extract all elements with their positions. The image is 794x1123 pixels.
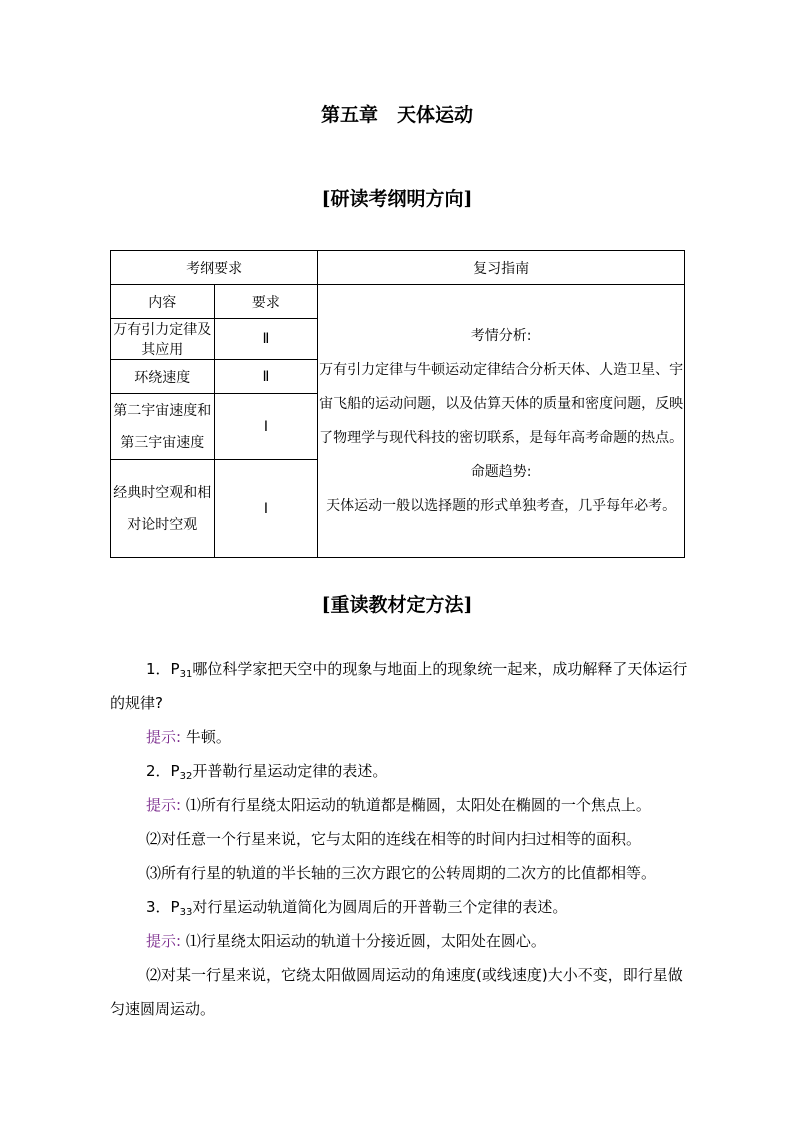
- hint-text: ⑴行星绕太阳运动的轨道十分接近圆，太阳处在圆心。: [185, 932, 546, 950]
- hint-1: [110, 720, 690, 754]
- syllabus-table: [110, 250, 685, 558]
- section-heading-outline: [研读考纲明方向]: [321, 188, 473, 210]
- hint-text: ⑴所有行星绕太阳运动的轨道都是椭圆，太阳处在椭圆的一个焦点上。: [185, 796, 651, 814]
- table-row-level: Ⅰ: [214, 394, 318, 460]
- question-1: [110, 652, 690, 720]
- question-text: 哪位科学家把天空中的现象与地面上的现象统一起来，成功解释了天体运行的规律?: [110, 660, 688, 712]
- question-2: [110, 754, 690, 788]
- guide-cell: [318, 285, 685, 558]
- page-ref: P: [170, 762, 180, 780]
- table-header-requirements: 考纲要求: [111, 251, 318, 285]
- hint-label: 提示:: [146, 932, 182, 950]
- hint-2-item-2: ⑵对任意一个行星来说，它与太阳的连线在相等的时间内扫过相等的面积。: [146, 830, 642, 848]
- question-3: [110, 890, 690, 924]
- hint-2-item-3: ⑶所有行星的轨道的半长轴的三次方跟它的公转周期的二次方的比值都相等。: [146, 864, 657, 882]
- guide-analysis-text: 万有引力定律与牛顿运动定律结合分析天体、人造卫星、宇宙飞船的运动问题，以及估算天体的质量和密度问题，反映了物理学与现代科技的密切联系，是每年高考命题的热点。: [319, 362, 684, 446]
- table-row-level: Ⅱ: [214, 360, 318, 394]
- hint-label: 提示:: [146, 728, 182, 746]
- section-heading-textbook: [重读教材定方法]: [321, 594, 473, 616]
- guide-analysis-label: 考情分析:: [470, 328, 532, 344]
- question-text: 对行星运动轨道简化为圆周后的开普勒三个定律的表述。: [192, 898, 568, 916]
- table-row-level: Ⅱ: [214, 319, 318, 360]
- hint-2: [110, 788, 690, 822]
- question-list: [110, 652, 690, 1026]
- table-header-guide: 复习指南: [318, 251, 685, 285]
- column-header-content: 内容: [111, 285, 215, 319]
- chapter-title: 第五章 天体运动: [320, 104, 473, 126]
- page-ref: P: [170, 660, 180, 678]
- question-number: 3．: [146, 898, 171, 916]
- page-ref-number: 32: [179, 771, 193, 782]
- question-number: 1．: [146, 660, 171, 678]
- page-ref: P: [170, 898, 180, 916]
- table-row-content: 经典时空观和相对论时空观: [111, 460, 215, 558]
- table-row-content: 万有引力定律及其应用: [111, 319, 215, 360]
- guide-trend-text: 天体运动一般以选择题的形式单独考查，几乎每年必考。: [326, 498, 677, 514]
- page-ref-number: 31: [179, 669, 193, 680]
- question-text: 开普勒行星运动定律的表述。: [192, 762, 388, 780]
- table-row-content: 环绕速度: [111, 360, 215, 394]
- hint-label: 提示:: [146, 796, 182, 814]
- hint-text: 牛顿。: [185, 728, 231, 746]
- column-header-requirement: 要求: [214, 285, 318, 319]
- hint-3-item-2: ⑵对某一行星来说，它绕太阳做圆周运动的角速度(或线速度)大小不变，即行星做匀速圆周运动。: [110, 966, 683, 1018]
- hint-3: [110, 924, 690, 958]
- table-row-content: 第二宇宙速度和第三宇宙速度: [111, 394, 215, 460]
- page-ref-number: 33: [179, 907, 193, 918]
- question-number: 2．: [146, 762, 171, 780]
- guide-trend-label: 命题趋势:: [470, 464, 532, 480]
- table-row-level: Ⅰ: [214, 460, 318, 558]
